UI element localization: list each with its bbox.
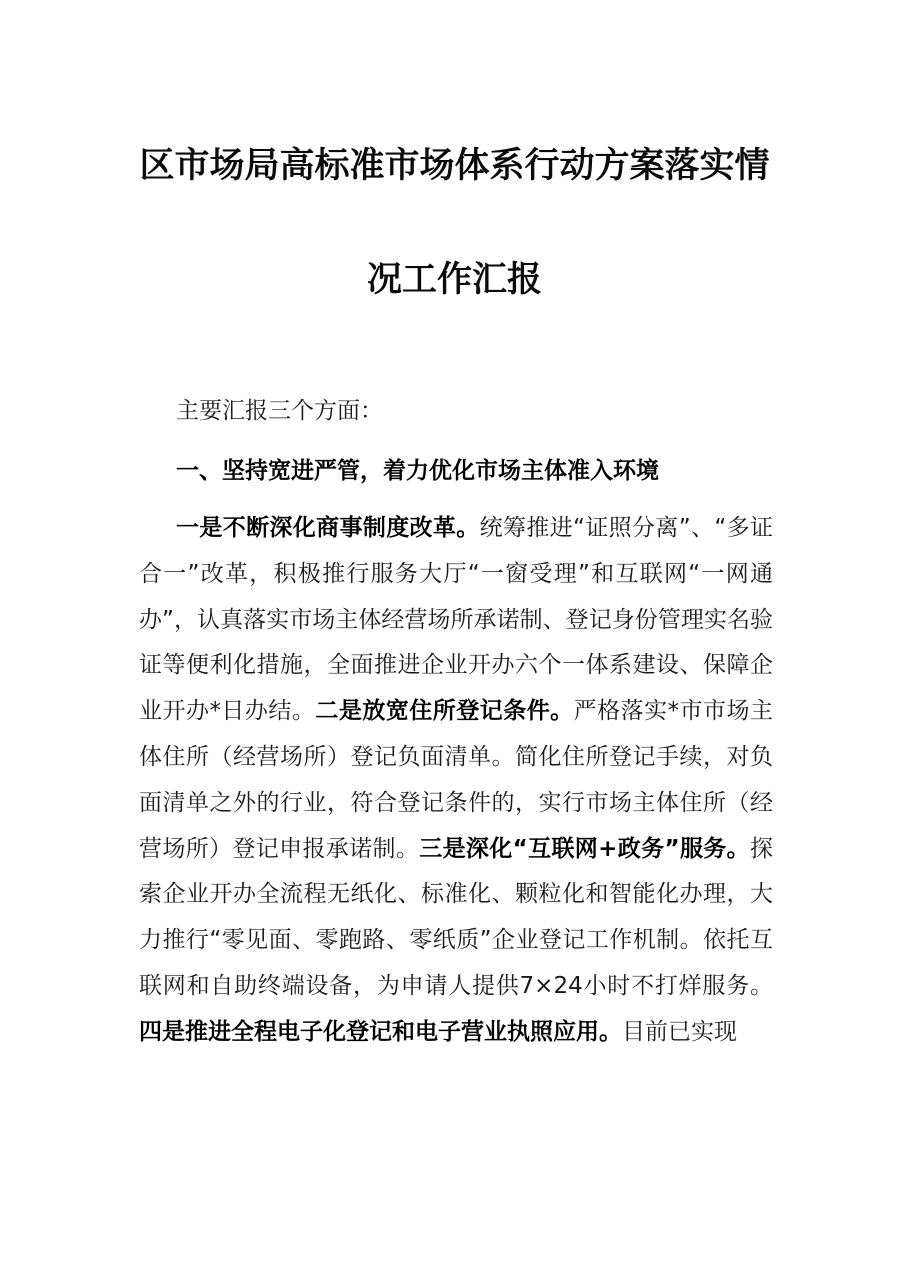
point-1-text: 统筹推进“证照分离”、“多证合一”改革，积极推行服务大厅“一窗受理”和互联网“一网通办”，认真落实市场主体经营场所承诺制、登记身份管理实名验证等便利化措施，全面推进企业开办六个一体系建设、保障企业开办*日办结。 [139, 515, 773, 725]
point-1-heading: 一是不断深化商事制度改革。 [176, 515, 480, 541]
section-1-body [139, 506, 773, 1056]
point-2-heading: 二是放宽住所登记条件。 [315, 698, 574, 725]
document-title-line-2: 况工作汇报 [366, 259, 542, 300]
document-title-line-1: 区市场局高标准市场体系行动方案落实情 [139, 145, 770, 186]
section-1-heading: 一、坚持宽进严管，着力优化市场主体准入环境 [176, 458, 659, 484]
point-4-text: 目前已实现 [622, 1018, 737, 1045]
point-3-text: 探索企业开办全流程无纸化、标准化、颗粒化和智能化办理，大力推行“零见面、零跑路、零纸质”企业登记工作机制。依托互联网和自助终端设备，为申请人提供7×24小时不打烊服务。 [139, 835, 773, 999]
point-3-heading: 三是深化“互联网+政务”服务。 [419, 835, 750, 862]
point-4-heading: 四是推进全程电子化登记和电子营业执照应用。 [139, 1018, 622, 1045]
point-2-text: 严格落实*市市场主体住所（经营场所）登记负面清单。简化住所登记手续，对负面清单之外的行业，符合登记条件的，实行市场主体住所（经营场所）登记申报承诺制。 [139, 698, 774, 862]
intro-paragraph: 主要汇报三个方面： [176, 398, 383, 424]
